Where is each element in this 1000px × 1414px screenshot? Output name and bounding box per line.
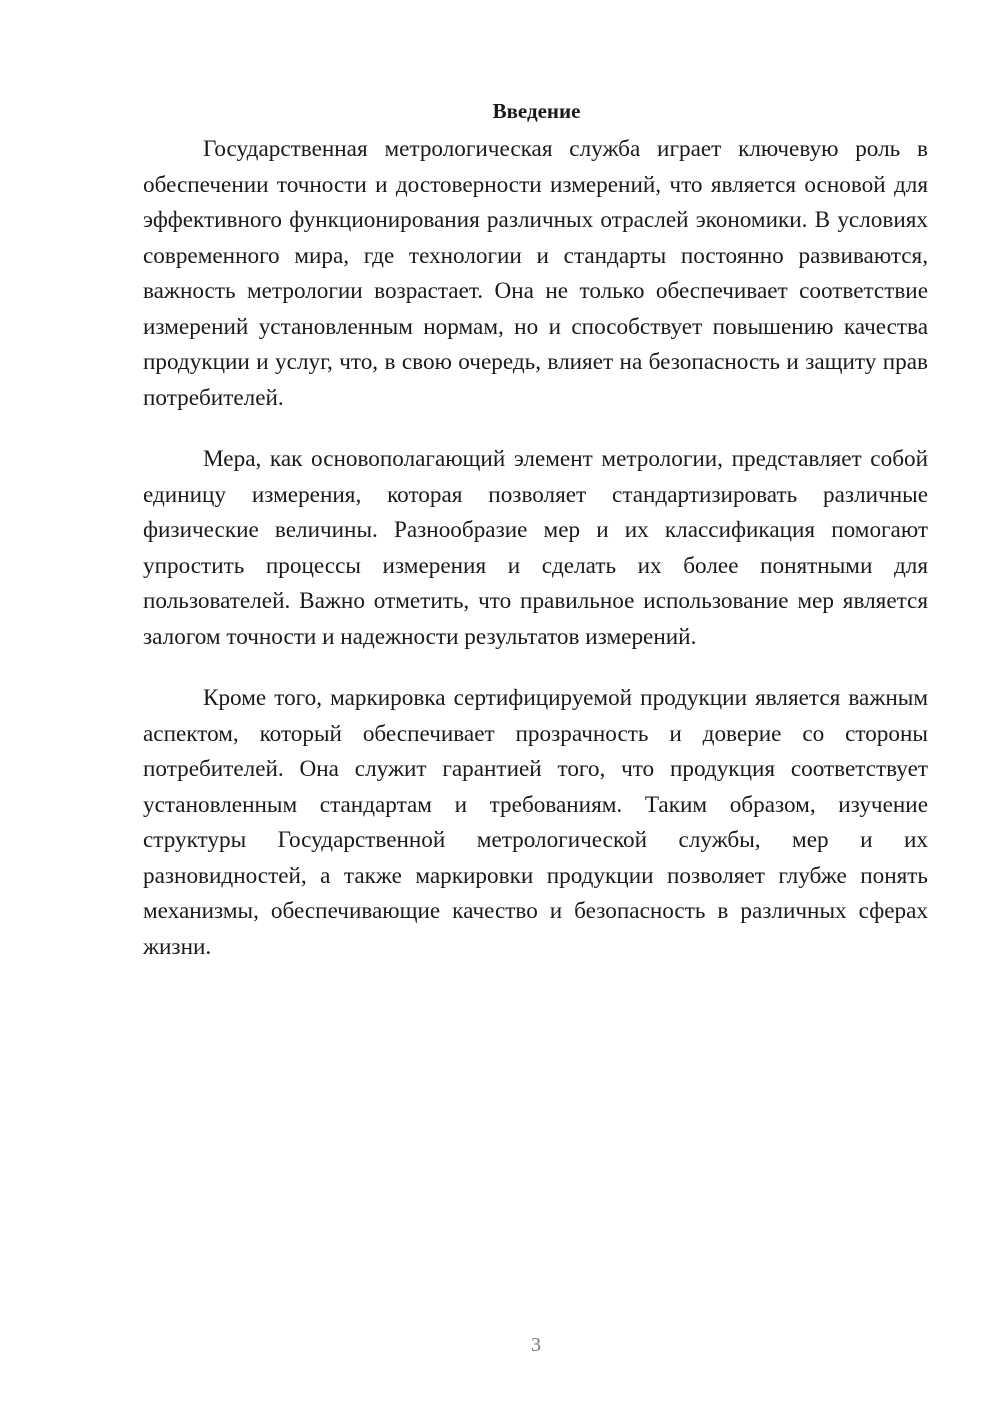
page-number: 3	[531, 1334, 541, 1356]
paragraph-marking: Кроме того, маркировка сертифицируемой продукции является важным аспектом, который обеспечивает прозрачность и доверие со стороны потребителей. Она служит гарантией того, что продукция соответствует установленным стандартам и требованиям. Таким образом, изучение структуры Государственной метрологической службы, мер и их разновидностей, а также маркировки продукции позволяет глубже понять механизмы, обеспечивающие качество и безопасность в различных сферах жизни.	[143, 685, 928, 960]
paragraph-intro: Государственная метрологическая служба играет ключевую роль в обеспечении точности и достоверности измерений, что является основой для эффективного функционирования различных отраслей экономики. В условиях современного мира, где технологии и стандарты постоянно развиваются, важность метрологии возрастает. Она не только обеспечивает соответствие измерений установленным нормам, но и способствует повышению качества продукции и услуг, что, в свою очередь, влияет на безопасность и защиту прав потребителей.	[143, 136, 928, 411]
section-title: Введение	[492, 99, 581, 123]
paragraph-measure: Мера, как основополагающий элемент метрологии, представляет собой единицу измерения, которая позволяет стандартизировать различные физические величины. Разнообразие мер и их классификация помогают упростить процессы измерения и сделать их более понятными для пользователей. Важно отметить, что правильное использование мер является залогом точности и надежности результатов измерений.	[143, 446, 928, 650]
page-content	[143, 98, 928, 991]
